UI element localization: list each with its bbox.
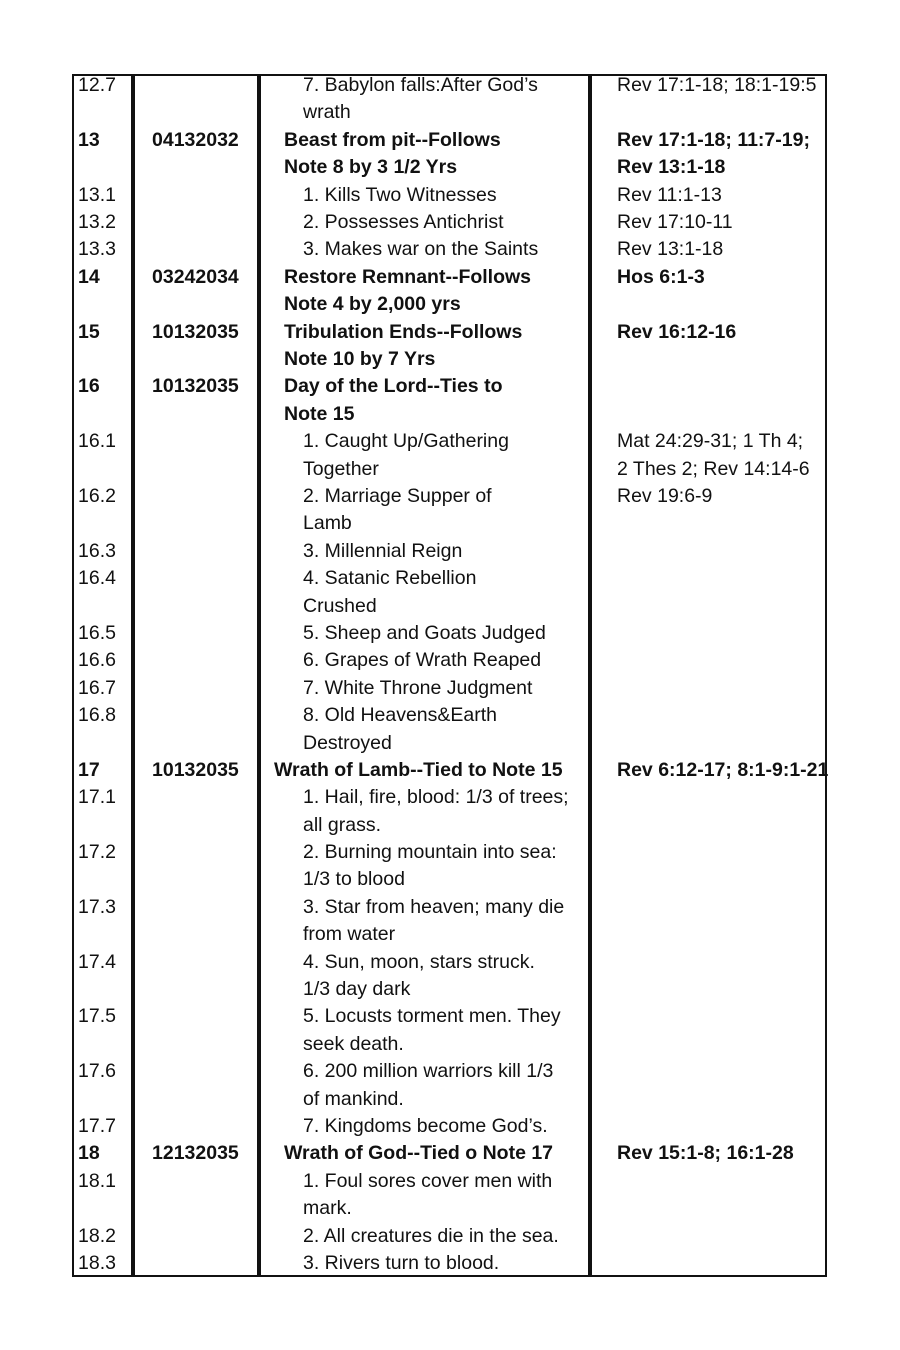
row-number: 13.1 [78,183,116,206]
row-number: 16.7 [78,676,116,699]
table-row [72,428,827,483]
row-description: 2. Burning mountain into sea: [303,841,557,864]
row-code: 04132032 [152,128,239,151]
table-row [72,1003,827,1058]
table-row [72,1058,827,1113]
row-code: 10132035 [152,375,239,398]
row-description: 5. Locusts torment men. They [303,1005,561,1028]
row-description: 2. Marriage Supper of [303,484,492,507]
row-number: 17.2 [78,841,116,864]
table-body [72,72,827,1277]
row-code: 12132035 [152,1142,239,1165]
row-description: Note 8 by 3 1/2 Yrs [284,156,458,179]
row-number: 18.1 [78,1169,116,1192]
row-description: mark. [303,1197,352,1220]
row-number: 17 [78,758,100,781]
row-code: 10132035 [152,320,239,343]
row-description: 7. White Throne Judgment [303,676,533,699]
row-description: Wrath of God--Tied o Note 17 [284,1142,554,1165]
row-description: 3. Makes war on the Saints [303,238,539,261]
row-reference: Hos 6:1-3 [617,265,705,288]
row-number: 15 [78,320,100,343]
row-number: 12.7 [78,74,116,96]
row-description: 1/3 to blood [303,868,405,891]
row-number: 16.1 [78,430,116,453]
table-row [72,538,827,565]
row-description: 1. Caught Up/Gathering [303,430,509,453]
row-reference: Mat 24:29-31; 1 Th 4; [617,430,804,453]
row-description: 7. Babylon falls:After God’s [303,74,538,96]
row-number: 18.3 [78,1252,116,1275]
table-row [72,72,827,127]
row-number: 16.5 [78,621,116,644]
row-description: 1. Hail, fire, blood: 1/3 of trees; [303,786,569,809]
table-row [72,1223,827,1250]
row-description: 4. Sun, moon, stars struck. [303,950,535,973]
row-description: 8. Old Heavens&Earth [303,704,498,727]
row-number: 14 [78,265,100,288]
row-reference: Rev 17:10-11 [617,210,733,233]
row-description: 3. Millennial Reign [303,539,463,562]
table-row [72,620,827,647]
row-number: 17.6 [78,1060,116,1083]
table-row [72,1168,827,1223]
table-row [72,483,827,538]
row-description: 5. Sheep and Goats Judged [303,621,546,644]
table-row [72,127,827,182]
table-row [72,373,827,428]
row-description: all grass. [303,813,382,836]
row-number: 18 [78,1142,100,1165]
row-description: Together [303,457,379,480]
row-description: Day of the Lord--Ties to [284,375,503,398]
table-row [72,319,827,374]
row-description: 7. Kingdoms become God’s. [303,1115,548,1138]
table-row [72,236,827,263]
row-code: 10132035 [152,758,239,781]
row-number: 16.6 [78,649,116,672]
row-number: 17.5 [78,1005,116,1028]
row-description: Restore Remnant--Follows [284,265,532,288]
row-number: 13.2 [78,210,116,233]
row-reference: Rev 13:1-18 [617,238,724,261]
table-row [72,949,827,1004]
table-row [72,894,827,949]
table-row [72,702,827,757]
row-number: 17.4 [78,950,116,973]
row-description: Crushed [303,594,377,617]
table-row [72,647,827,674]
row-description: Beast from pit--Follows [284,128,501,151]
row-number: 17.3 [78,895,116,918]
row-reference: Rev 15:1-8; 16:1-28 [617,1142,794,1165]
row-number: 16.4 [78,567,116,590]
row-reference: 2 Thes 2; Rev 14:14-6 [617,457,810,480]
row-description: 2. All creatures die in the sea. [303,1224,559,1247]
row-description: Note 4 by 2,000 yrs [284,293,461,316]
row-description: 3. Rivers turn to blood. [303,1252,500,1275]
row-description: seek death. [303,1032,404,1055]
row-description: 1/3 day dark [303,978,411,1001]
row-number: 13 [78,128,100,151]
row-number: 16.2 [78,484,116,507]
row-description: Destroyed [303,731,392,754]
table-row [72,1250,827,1277]
row-description: from water [303,923,396,946]
row-description: of mankind. [303,1087,404,1110]
row-number: 18.2 [78,1224,116,1247]
row-description: Note 15 [284,402,355,425]
row-description: Tribulation Ends--Follows [284,320,523,343]
row-reference: Rev 11:1-13 [617,183,722,206]
row-reference: Rev 19:6-9 [617,484,713,507]
row-number: 17.1 [78,786,116,809]
table-row [72,839,827,894]
row-reference: Rev 13:1-18 [617,156,726,179]
row-number: 16.3 [78,539,116,562]
row-reference: Rev 16:12-16 [617,320,737,343]
row-reference: Rev 6:12-17; 8:1-9:1-21 [617,758,829,781]
row-description: 1. Kills Two Witnesses [303,183,497,206]
row-description: 6. 200 million warriors kill 1/3 [303,1060,554,1083]
table-row [72,264,827,319]
row-reference: Rev 17:1-18; 11:7-19; [617,128,810,151]
row-number: 16.8 [78,704,116,727]
row-number: 16 [78,375,100,398]
row-description: 3. Star from heaven; many die [303,895,565,918]
row-code: 03242034 [152,265,239,288]
table-row [72,1113,827,1140]
row-number: 17.7 [78,1115,116,1138]
table-row [72,784,827,839]
table-row [72,757,827,784]
table-row [72,182,827,209]
row-description: 1. Foul sores cover men with [303,1169,553,1192]
row-description: Wrath of Lamb--Tied to Note 15 [274,758,563,781]
row-description: Note 10 by 7 Yrs [284,347,436,370]
row-description: 4. Satanic Rebellion [303,567,477,590]
row-description: Lamb [303,512,352,535]
table-row [72,675,827,702]
table-row [72,1140,827,1167]
table-row [72,565,827,620]
row-description: wrath [303,101,351,124]
row-description: 2. Possesses Antichrist [303,210,504,233]
table-row [72,209,827,236]
row-reference: Rev 17:1-18; 18:1-19:5 [617,74,817,96]
row-description: 6. Grapes of Wrath Reaped [303,649,542,672]
row-number: 13.3 [78,238,116,261]
